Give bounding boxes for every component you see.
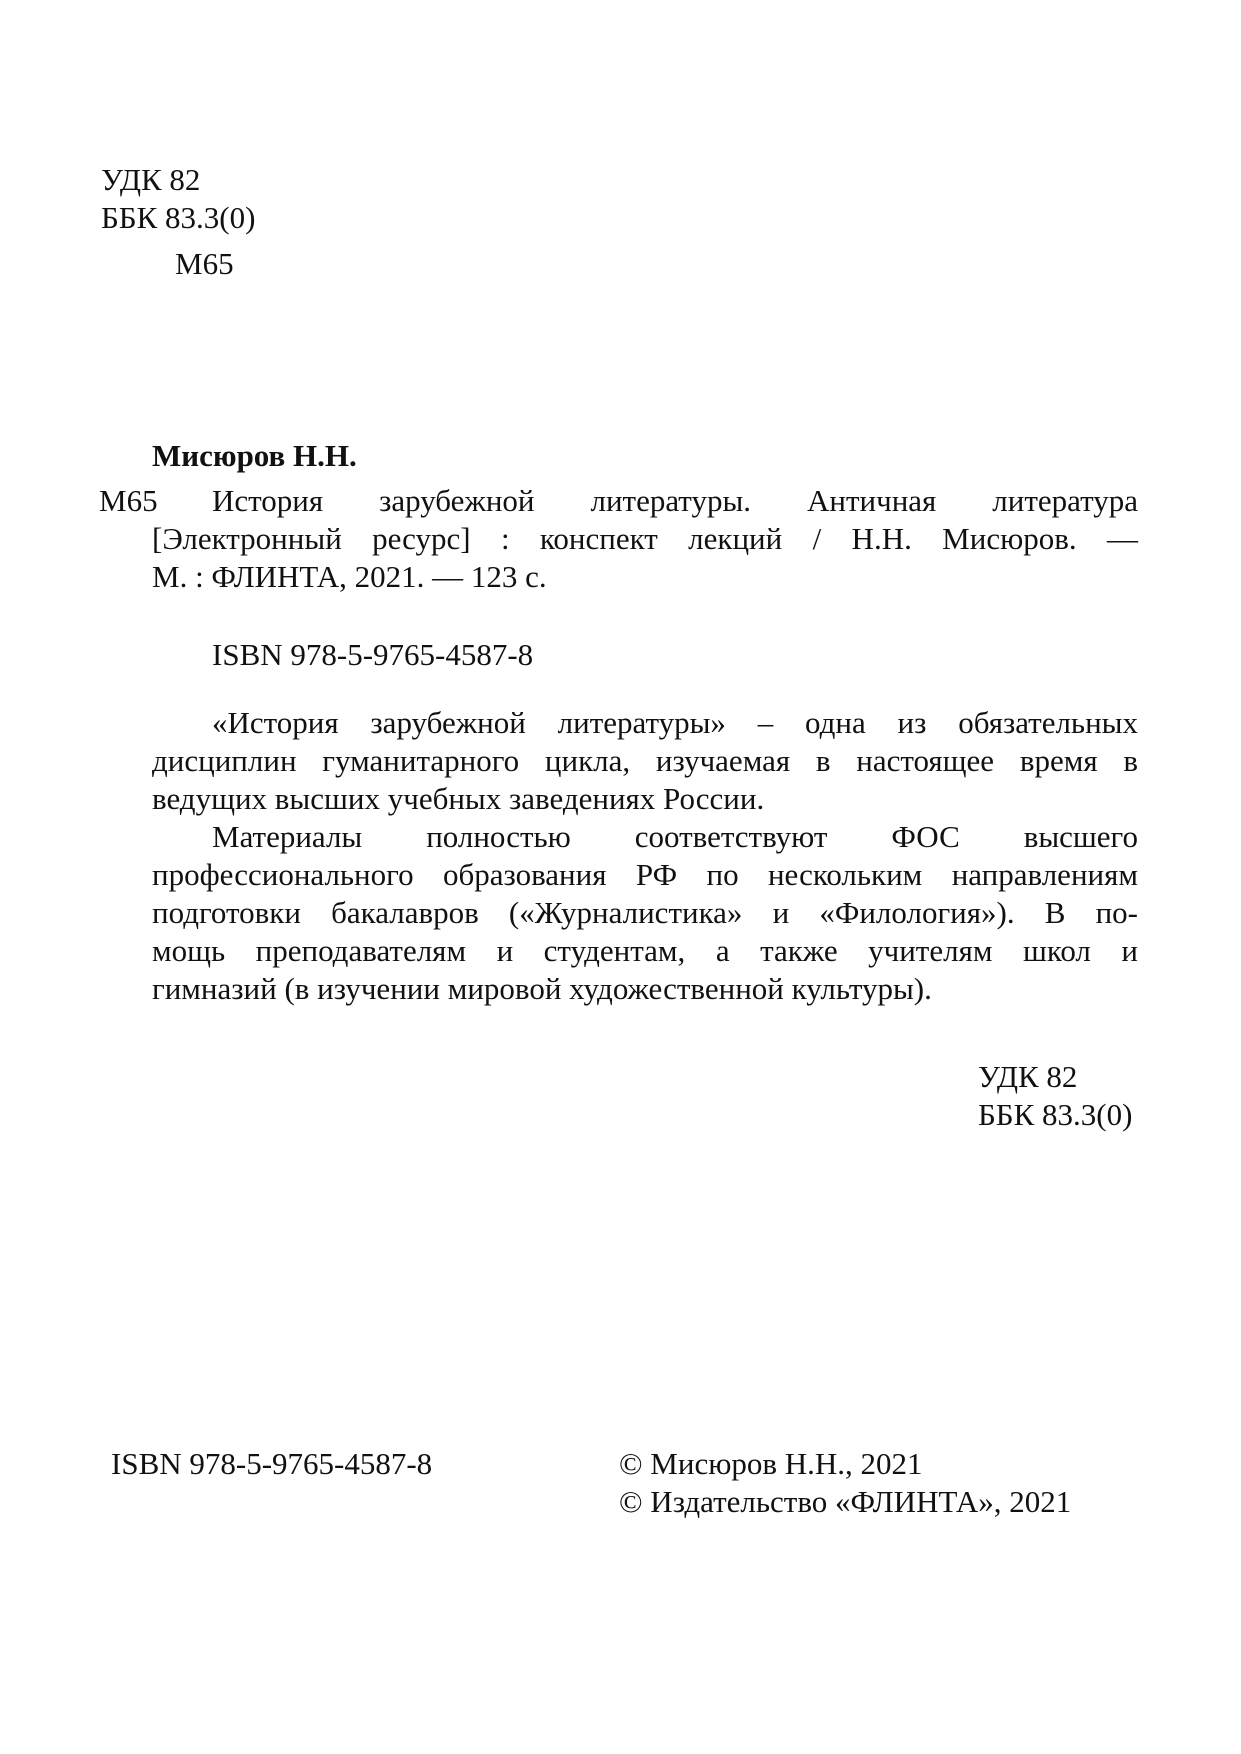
abstract-p2-line-1: Материалы полностью соответствуют ФОС высшего <box>212 819 1138 854</box>
isbn-entry: ISBN 978-5-9765-4587-8 <box>212 637 534 672</box>
isbn-footer: ISBN 978-5-9765-4587-8 <box>111 1446 433 1481</box>
bbk-top: ББК 83.3(0) <box>101 200 256 235</box>
abstract-p2-line-5: гимназий (в изучении мировой художественной культуры). <box>152 971 932 1006</box>
abstract-p2-line-2: профессионального образования РФ по нескольким направлениям <box>152 857 1138 892</box>
description-line-1: История зарубежной литературы. Античная литература <box>212 483 1138 518</box>
abstract-p1-line-2: дисциплин гуманитарного цикла, изучаемая в настоящее время в <box>152 743 1138 778</box>
abstract-p1-line-1: «История зарубежной литературы» – одна из обязательных <box>212 705 1138 740</box>
description-line-3: М. : ФЛИНТА, 2021. — 123 с. <box>152 559 547 594</box>
abstract-p2-line-3: подготовки бакалавров («Журналистика» и «Филология»). В по- <box>152 895 1138 930</box>
copyright-author: © Мисюров Н.Н., 2021 <box>619 1446 923 1481</box>
abstract-p2-line-4: мощь преподавателям и студентам, а также учителям школ и <box>152 933 1138 968</box>
bbk-bottom: ББК 83.3(0) <box>978 1097 1133 1132</box>
author-name: Мисюров Н.Н. <box>152 438 357 473</box>
copyright-publisher: © Издательство «ФЛИНТА», 2021 <box>619 1484 1072 1519</box>
udk-top: УДК 82 <box>101 162 201 197</box>
description-line-2: [Электронный ресурс] : конспект лекций / Н.Н. Мисюров. — <box>152 521 1138 556</box>
udk-bottom: УДК 82 <box>978 1059 1078 1094</box>
author-mark-top: М65 <box>175 246 234 281</box>
abstract-p1-line-3: ведущих высших учебных заведениях России. <box>152 781 765 816</box>
author-mark-entry: М65 <box>99 483 158 518</box>
